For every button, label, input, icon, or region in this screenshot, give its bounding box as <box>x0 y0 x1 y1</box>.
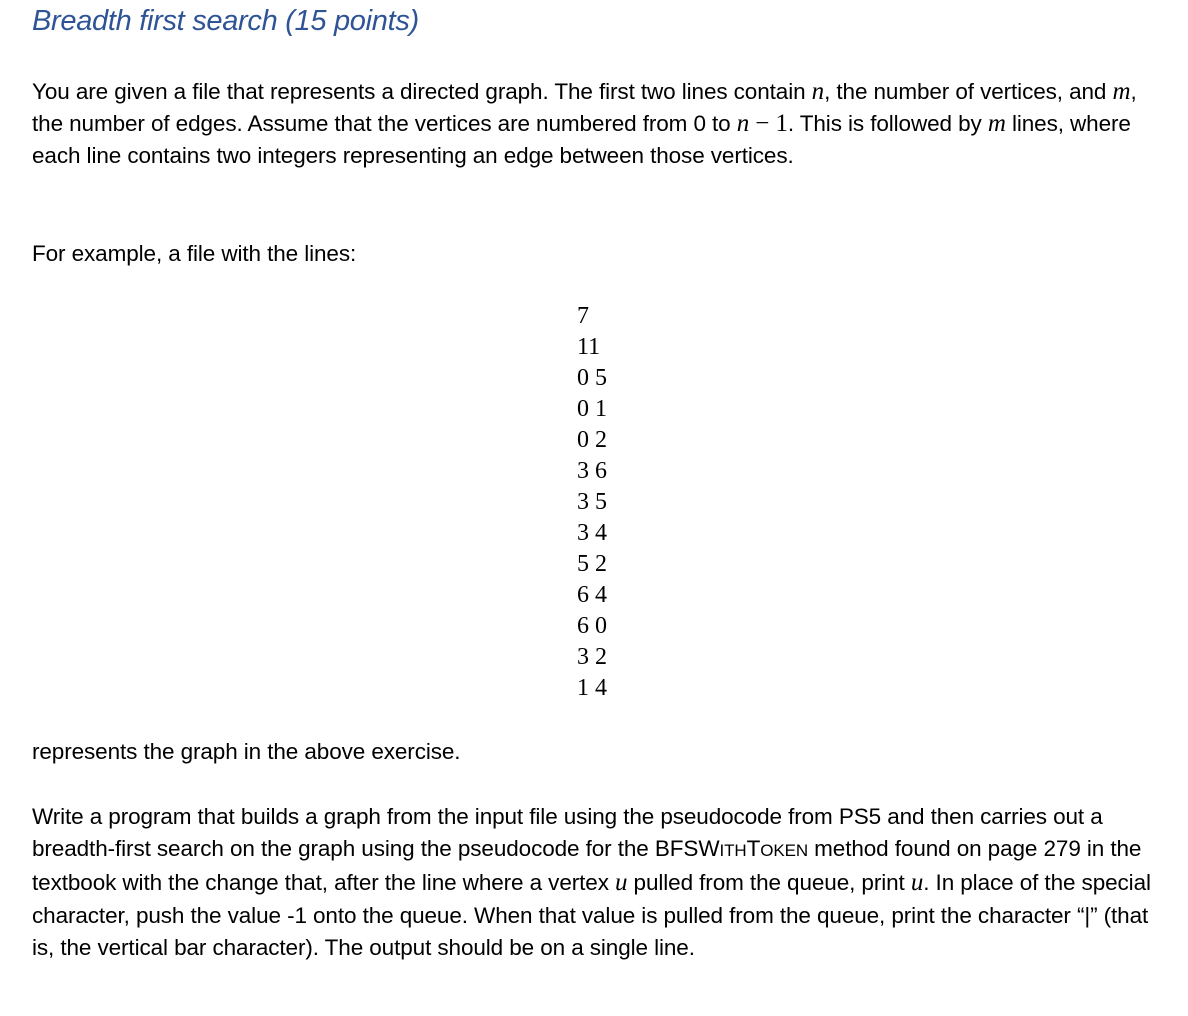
text-run: Write a program that builds a graph from the input file using the pseudocode from PS5 and then carries out a breadth-first search on the graph using the pseudocode for the <box>32 804 1103 862</box>
text-run: You are given a file that represents a directed graph. The first two lines contain <box>32 79 812 104</box>
math-m: m <box>987 110 1006 138</box>
math-n: n <box>736 110 750 138</box>
math-m: m <box>1112 78 1131 105</box>
example-line: 5 2 <box>577 551 607 577</box>
math-u: u <box>615 869 628 897</box>
text-run: , the number of edges. Assume that the vertices are numbered from 0 to <box>32 79 1137 137</box>
example-line: 7 <box>577 303 589 329</box>
problem-description-paragraph <box>32 76 1157 173</box>
assignment-instructions-paragraph <box>32 801 1157 964</box>
example-line: 0 5 <box>577 365 607 391</box>
text-run: , the number of vertices, and <box>824 79 1113 104</box>
text-run: . In place of the special character, push the value -1 onto the queue. When that value is pulled from the queue, print the character “|” (that is, the vertical bar character). The output should be on a single line. <box>32 870 1151 960</box>
example-line: 6 0 <box>577 613 607 639</box>
text-run: pulled from the queue, print <box>627 870 911 896</box>
math-minus-one: − 1 <box>749 110 788 138</box>
text-run: . This is followed by <box>787 111 988 137</box>
section-heading: Breadth first search (15 points) <box>32 5 419 37</box>
example-line: 0 2 <box>577 427 607 453</box>
text-run: lines, where each line contains two integers representing an edge between those vertices. <box>32 111 1131 169</box>
math-n: n <box>811 78 825 105</box>
example-line: 0 1 <box>577 396 607 422</box>
example-line: 3 2 <box>577 644 607 670</box>
example-file-contents <box>577 301 607 704</box>
example-line: 11 <box>577 334 601 360</box>
example-line: 1 4 <box>577 675 607 701</box>
example-outro-paragraph: represents the graph in the above exercise. <box>32 739 461 764</box>
math-u: u <box>910 869 924 897</box>
text-run: method found on page 279 in the textbook with the change that, after the line where a vertex <box>32 836 1142 896</box>
example-line: 3 6 <box>577 458 607 484</box>
example-line: 3 4 <box>577 520 607 546</box>
method-name: BFSWITHTOKEN <box>654 836 808 862</box>
example-intro-paragraph: For example, a file with the lines: <box>32 241 357 266</box>
example-line: 6 4 <box>577 582 607 608</box>
example-line: 3 5 <box>577 489 607 515</box>
